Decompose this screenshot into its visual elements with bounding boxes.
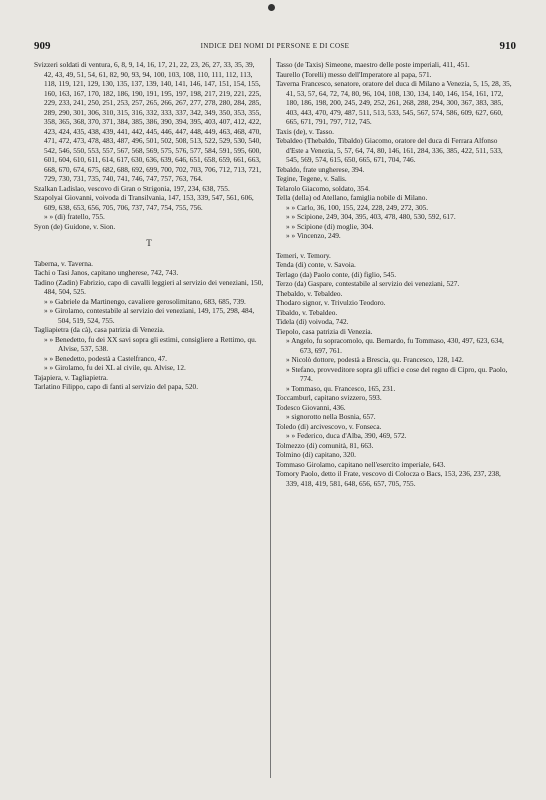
section-letter: T — [146, 238, 152, 248]
index-entry: Tenda (di) conte, v. Savoia. — [276, 260, 356, 269]
index-entry: Tiepolo, casa patrizia di Venezia. — [276, 326, 373, 336]
index-entry: Tajapiera, v. Tagliapietra. — [34, 372, 108, 382]
column-divider — [270, 58, 271, 778]
index-entry: Tidela (di) voivoda, 742. — [276, 317, 349, 326]
index-entry: Taurello (Torelli) messo dell'Imperatore al papa, 571. — [276, 69, 432, 79]
index-entry: Thebaldo, v. Tebaldeo. — [276, 288, 343, 298]
index-subentry: » signorotto nella Bosnia, 657. — [286, 412, 376, 421]
index-entry: Thodaro signor, v. Trivulzio Teodoro. — [276, 298, 386, 307]
index-entry: Terzo (da) Gaspare, contestabile al servizio dei veneziani, 527. — [276, 279, 460, 288]
index-subentry: » » Carlo, 36, 100, 155, 224, 228, 249, 272, 305. — [286, 202, 429, 212]
index-entry: Syon (de) Guidone, v. Sion. — [34, 221, 116, 231]
index-entry: Tadino (Zadin) Fabrizio, capo di cavalli leggieri al servizio dei veneziani, 150, 484, 504, 525. — [34, 277, 264, 296]
index-entry: Tolmezzo (di) comunità, 81, 663. — [276, 440, 374, 450]
index-entry: Tibaldo, v. Tebaldeo. — [276, 307, 338, 317]
index-entry: Temeri, v. Temory. — [276, 250, 331, 260]
index-entry: Tolmino (di) capitano, 320. — [276, 450, 356, 459]
left-entries-before-t — [34, 60, 264, 231]
index-entry: Toledo (di) arcivescovo, v. Fonseca. — [276, 421, 382, 431]
index-subentry: » » Gabriele da Martinengo, cavaliere gerosolimitano, 683, 685, 739. — [44, 296, 246, 306]
index-subentry: » » Benedetto, fu dei XX savi sopra gli estimi, consigliere a Rettimo, qu. Alvise, 537, 538. — [44, 334, 257, 353]
index-entry: Tasso (de Taxis) Simeone, maestro delle poste imperiali, 411, 451. — [276, 60, 470, 69]
index-entry: Tebaldeo (Thebaldo, Tibaldo) Giacomo, oratore del duca di Ferrara Alfonso d'Este a Venezia, 5, 57, 64, 74, 80, 146, 161, 284, 336, 385, 422, 511, 533, 545, 569, 574, 615, 650, 665, 671, 704, 746. — [276, 136, 503, 164]
index-subentry: » » Federico, duca d'Alba, 390, 469, 572. — [286, 431, 407, 440]
index-subentry: » » Scipione, 249, 304, 395, 403, 478, 480, 530, 592, 617. — [286, 212, 456, 221]
index-entry: Szapolyai Giovanni, voivoda di Transilvania, 147, 153, 339, 547, 561, 606, 609, 638, 653, 656, 705, 706, 737, 747, 754, 755, 756. — [34, 193, 254, 212]
index-subentry: » » Girolamo, fu dei XL al civile, qu. Alvise, 12. — [44, 363, 186, 372]
index-entry: Taberna, v. Taverna. — [34, 258, 93, 268]
index-entry: Tachi o Tasi Janos, capitano ungherese, 742, 743. — [34, 268, 179, 277]
index-entry: Tommaso Girolamo, capitano nell'esercito imperiale, 643. — [276, 459, 446, 469]
entry-gap — [276, 241, 514, 251]
index-subentry: » Angelo, fu sopracomolo, qu. Bernardo, fu Tommaso, 430, 497, 623, 634, 673, 697, 761. — [286, 336, 504, 355]
left-column — [34, 60, 264, 392]
index-entry: Szalkan Ladislao, vescovo di Gran o Strigonia, 197, 234, 638, 755. — [34, 183, 230, 193]
running-header — [34, 40, 516, 54]
right-entries-a — [276, 60, 514, 241]
page-number-left: 909 — [34, 40, 51, 52]
index-entry: Tebaldo, frate ungherese, 394. — [276, 164, 365, 174]
index-subentry: » Nicolò dottore, podestà a Brescia, qu. Francesco, 128, 142. — [286, 355, 464, 364]
index-entry: Todesco Giovanni, 436. — [276, 402, 346, 412]
index-entry: Taxis (de), v. Tasso. — [276, 126, 334, 136]
index-entry: Terlago (da) Paolo conte, (di) figlio, 545. — [276, 269, 397, 279]
index-entry: Svizzeri soldati di ventura, 6, 8, 9, 14, 16, 17, 21, 22, 23, 26, 27, 33, 35, 39, 42, 43, 49, 51, 54, 61, 82, 90, 93, 94, 100, 103, 108, 110, 111, 112, 113, 118, 119, 121, 129, 130, 135, 137, 139, 140, 141, 146, 147, 151, 154, 155, 160, 163, 167, 170, 182, 186, 190, 191, 195, 197, 198, 217, 219, 221, 225, 229, 233, 241, 250, 251, 253, 257, 265, 266, 267, 277, 278, 280, 284, 285, 289, 290, 301, 306, 310, 315, 316, 332, 333, 337, 342, 349, 350, 353, 355, 358, 365, 368, 370, 371, 384, 385, 386, 390, 394, 395, 403, 407, 412, 422, 423, 424, 435, 438, 439, 441, 442, 445, 446, 447, 448, 449, 463, 468, 470, 471, 472, 473, 478, 483, 487, 496, 501, 502, 508, 513, 522, 529, 530, 540, 542, 546, 550, 553, 557, 567, 568, 569, 575, 576, 577, 584, 591, 595, 600, 601, 604, 610, 611, 614, 617, 630, 636, 639, 646, 651, 658, 659, 661, 663, 668, 670, 674, 675, 682, 688, 692, 699, 700, 702, 703, 706, 712, 713, 721, 729, 730, 731, 735, 740, 741, 746, 747, 757, 763, 764. — [34, 60, 262, 183]
index-entry: Telarolo Giacomo, soldato, 354. — [276, 183, 370, 193]
binding-mark — [268, 4, 275, 11]
index-subentry: » » Benedetto, podestà a Castelfranco, 47. — [44, 353, 167, 363]
index-entry: Taverna Francesco, senatore, oratore del duca di Milano a Venezia, 5, 15, 28, 35, 41, 53, 57, 64, 72, 74, 80, 96, 104, 108, 130, 134, 140, 146, 154, 161, 172, 180, 186, 198, 200, 245, 249, 252, 261, 268, 288, 294, 300, 367, 383, 385, 403, 443, 470, 479, 487, 511, 513, 533, 545, 567, 574, 586, 609, 627, 660, 665, 671, 791, 797, 712, 745. — [276, 79, 512, 126]
index-entry: Tomory Paolo, detto il Frate, vescovo di Colocza o Bacs, 153, 236, 237, 238, 339, 418, 419, 581, 648, 656, 657, 705, 755. — [276, 469, 501, 488]
left-entries-after-t — [34, 259, 264, 392]
right-entries-b — [276, 251, 514, 489]
index-subentry: » » Vincenzo, 249. — [286, 231, 341, 240]
index-subentry: » Stefano, provveditore sopra gli uffici e cose del regno di Cipro, qu. Paolo, 774. — [286, 364, 508, 383]
index-entry: Tella (della) od Atellano, famiglia nobile di Milano. — [276, 193, 428, 202]
index-subentry: » Tommaso, qu. Francesco, 165, 231. — [286, 383, 396, 393]
index-subentry: » » Girolamo, contestabile al servizio dei veneziani, 149, 175, 298, 484, 504, 519, 524, 755. — [44, 306, 255, 325]
right-column — [276, 60, 514, 488]
running-title: INDICE DEI NOMI DI PERSONE E DI COSE — [200, 42, 350, 50]
index-entry: Tarlatino Filippo, capo di fanti al servizio del papa, 520. — [34, 382, 199, 391]
index-subentry: » » Scipione (di) moglie, 304. — [286, 221, 374, 231]
index-entry: Tegine, Tegene, v. Salis. — [276, 174, 347, 183]
page-number-right: 910 — [499, 40, 516, 52]
index-entry: Tagliapietra (da cà), casa patrizia di Venezia. — [34, 325, 165, 334]
index-subentry: » » (di) fratello, 755. — [44, 212, 105, 221]
index-entry: Toccamburl, capitano svizzero, 593. — [276, 393, 382, 402]
